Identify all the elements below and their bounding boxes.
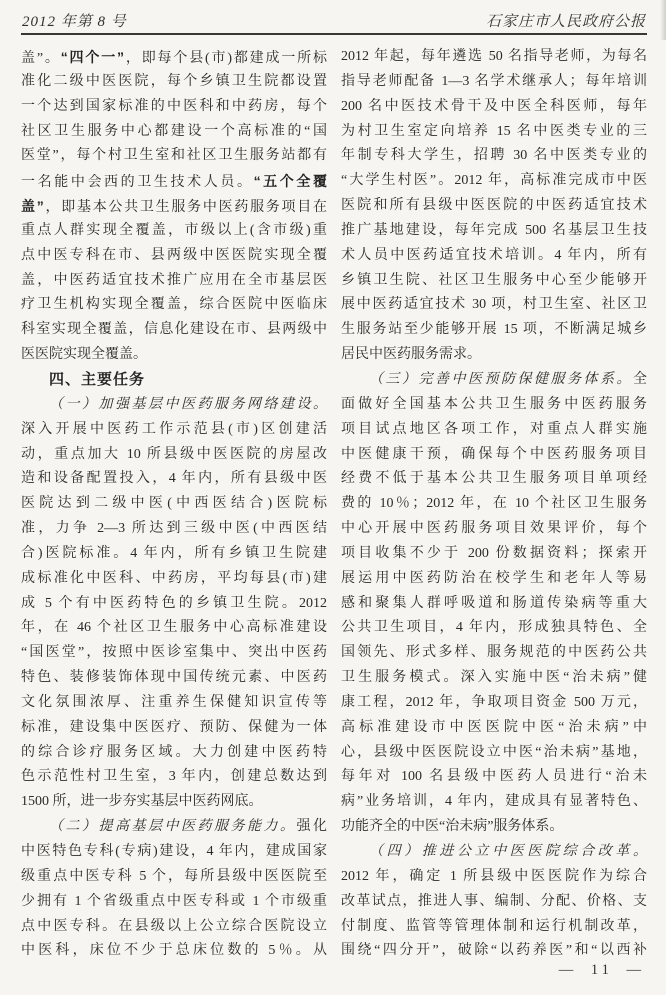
text-segment: 费的 10％；2012 年，在 10 个社区卫生服务: [341, 496, 647, 512]
text-line: [21, 95, 327, 120]
text-line: [21, 616, 327, 641]
text-segment: 展运用中医药防治在校学生和老年人等易: [341, 570, 647, 586]
text-line: [341, 890, 647, 915]
text-segment: 重点人群实现全覆盖，市级以上(含市级)重: [21, 222, 327, 238]
text-line: [341, 716, 647, 741]
subsection-title-segment: （一）加强基层中医药服务网络建设。: [49, 396, 327, 412]
text-line: [341, 120, 647, 145]
text-line: [21, 443, 327, 468]
section-heading: [21, 368, 327, 393]
text-segment: 展中医药适宜技术 30 项，村卫生室、社区卫: [341, 297, 647, 313]
text-line: [21, 890, 327, 915]
text-line: [341, 45, 647, 70]
text-line: [21, 293, 327, 318]
subsection-title-segment: （二）提高基层中医药服务能力。: [49, 819, 297, 835]
text-line: [341, 318, 647, 343]
text-segment: “大学生村医”。2012 年，高标准完成市中医: [341, 173, 647, 189]
right-column: [341, 45, 647, 964]
text-line: [21, 418, 327, 443]
text-segment: 病”业务培训，4 年内，建成具有显著特色、: [341, 794, 647, 810]
text-line: [341, 269, 647, 294]
text-line: [341, 616, 647, 641]
text-segment: 中心开展中医药服务项目效果评价，每个: [341, 521, 647, 537]
text-line: [21, 567, 327, 592]
text-segment: 年制专科大学生，招聘 30 名中医类专业的: [341, 148, 647, 164]
text-segment: 医医院实现全覆盖。: [21, 347, 147, 363]
text-segment: 色示范性村卫生室，3 年内，创建总数达到: [21, 769, 327, 785]
text-segment: 盖，中医药适宜技术推广应用在全市基层医: [21, 272, 327, 288]
text-segment: 付制度、监管等管理体制和运行机制改革，: [341, 918, 647, 934]
text-segment: 项目收集不少于 200 份数据资料；探索开: [341, 545, 647, 561]
text-segment: 为村卫生室定向培养 15 名中医类专业的三: [341, 123, 647, 139]
text-line: [341, 641, 647, 666]
text-segment: 指导老师配备 1—3 名学术继承人；每年培训: [341, 73, 647, 89]
text-segment: 2012 年起，每年遴选 50 名指导老师，为每名: [341, 49, 647, 64]
text-line: [341, 741, 647, 766]
text-line: [341, 765, 647, 790]
text-segment: 心，县级中医医院设立中医“治未病”基地，: [341, 744, 647, 760]
text-segment: 特色、装修装饰体现中国传统元素、中医药: [21, 670, 327, 686]
text-segment: 卫生服务模式。深入实施中医“治未病”健: [341, 670, 647, 686]
text-segment: 文化氛围浓厚、注重养生保健知识宣传等: [21, 694, 327, 710]
subsection-title-segment: （三）完善中医预防保健服务体系。: [369, 371, 633, 387]
text-segment: 中医健康干预，确保每个中医药服务项目: [341, 446, 647, 462]
text-line: [341, 219, 647, 244]
text-segment: 医院达到二级中医(中西医结合)医院标: [21, 496, 327, 512]
text-line: [21, 219, 327, 244]
text-line: [21, 144, 327, 169]
text-segment: 面做好全国基本公共卫生服务中医药服务: [341, 396, 647, 412]
text-segment: 居民中医药服务需求。: [341, 347, 481, 363]
text-line: [341, 467, 647, 492]
text-segment: 少拥有 1 个省级重点中医专科或 1 个市级重: [21, 893, 327, 909]
text-line: [341, 293, 647, 318]
text-segment: 公共卫生项目，4 年内，形成独具特色、全: [341, 620, 647, 636]
text-segment: 全: [633, 371, 647, 387]
text-line: [21, 592, 327, 617]
text-segment: 改革试点，推进人事、编制、分配、价格、支: [341, 893, 647, 909]
text-segment: 感和聚集人群呼吸道和肠道传染病等重大: [341, 595, 647, 611]
text-line: [21, 939, 327, 964]
text-line: [21, 865, 327, 890]
text-segment: 疗卫生机构实现全覆盖，综合医院中医临床: [21, 297, 327, 313]
text-line: [341, 542, 647, 567]
text-segment: 康工程，2012 年，争取项目资金 500 万元，: [341, 694, 647, 710]
text-segment: 推广基地建设，每年完成 500 名基层卫生技: [341, 222, 647, 238]
text-segment: 标准，建设集中医医疗、预防、保健为一体: [21, 719, 327, 735]
text-segment: 围绕“四分开”，破除“以药养医”和“以西补: [341, 943, 647, 959]
text-line: [21, 542, 327, 567]
text-line: [21, 169, 327, 194]
text-segment: 合)医院标准。4 年内，所有乡镇卫生院建: [21, 545, 327, 561]
bold-text-segment: “四个一”: [60, 49, 125, 65]
text-line: [21, 741, 327, 766]
text-segment: 术人员中医药适宜技术培训。4 年内，所有: [341, 247, 647, 263]
text-segment: 一个达到国家标准的中医科和中药房，每个: [21, 98, 327, 114]
text-segment: 点中医专科。在县级以上公立综合医院设立: [21, 918, 327, 934]
subsection-title-segment: （四）推进公立中医医院综合改革。: [369, 844, 647, 859]
text-segment: 动，重点加大 10 所县级中医医院的房屋改: [21, 446, 327, 462]
text-line: [21, 492, 327, 517]
text-line: [21, 269, 327, 294]
text-line: [341, 865, 647, 890]
text-line: [341, 194, 647, 219]
text-line: [341, 666, 647, 691]
text-segment: 造和设备配置投入，4 年内，所有县级中医: [21, 471, 327, 487]
text-line: [341, 915, 647, 940]
text-segment: 一名能中会西的卫生技术人员。: [21, 175, 254, 191]
text-segment: 科室实现全覆盖，信息化建设在市、县两级中: [21, 322, 327, 338]
text-line: [21, 120, 327, 145]
text-segment: 点中医专科在市、县两级中医医院实现全覆: [21, 247, 327, 263]
text-line: [341, 70, 647, 95]
text-line: [21, 691, 327, 716]
text-line: [341, 840, 647, 865]
text-line: [21, 393, 327, 418]
text-line: [341, 815, 647, 840]
text-line: [341, 169, 647, 194]
text-segment: 成 5 个有中医药特色的乡镇卫生院。2012: [21, 595, 327, 611]
text-segment: 1500 所，进一步夯实基层中医药网底。: [21, 794, 263, 810]
publication-title: 石家庄市人民政府公报: [485, 14, 646, 30]
text-segment: 每年对 100 名县级中医药人员进行“治未: [341, 769, 647, 785]
text-line: [21, 666, 327, 691]
text-line: [341, 443, 647, 468]
page-footer: [341, 962, 647, 979]
text-line: [21, 765, 327, 790]
page-header: [22, 10, 646, 31]
scan-edge-artifact: [660, 0, 666, 40]
text-line: [21, 70, 327, 95]
text-segment: 准，力争 2—3 所达到三级中医(中西医结: [21, 521, 327, 537]
text-line: [21, 318, 327, 343]
text-segment: 年，在 46 个社区卫生服务中心高标准建设: [21, 620, 327, 636]
bold-text-segment: “五个全覆: [253, 173, 327, 190]
page-number: — 11 —: [558, 962, 645, 978]
text-segment: 成标准化中医科、中药房，平均每县(市)建: [21, 570, 327, 586]
text-line: [21, 915, 327, 940]
issue-label: 2012 年第 8 号: [22, 14, 127, 30]
text-segment: 乡镇卫生院、社区卫生服务中心至少能够开: [341, 272, 647, 288]
text-segment: 医堂”，每个村卫生室和社区卫生服务站都有: [21, 148, 327, 164]
text-segment: 中医特色专科(专病)建设，4 年内，建成国家: [21, 844, 327, 859]
text-line: [341, 343, 647, 368]
text-line: [21, 641, 327, 666]
header-divider: [21, 33, 647, 35]
text-line: [21, 194, 327, 219]
text-line: [21, 343, 327, 368]
text-line: [21, 467, 327, 492]
text-line: [21, 815, 327, 840]
text-line: [341, 144, 647, 169]
text-line: [21, 45, 327, 70]
text-line: [341, 244, 647, 269]
text-line: [341, 790, 647, 815]
left-column: [21, 45, 327, 964]
text-line: [21, 517, 327, 542]
text-segment: “国医堂”，按照中医诊室集中、突出中医药: [21, 645, 327, 661]
text-segment: ，即基本公共卫生服务中医药服务项目在: [43, 200, 327, 216]
text-segment: 强化: [296, 819, 327, 835]
text-line: [341, 517, 647, 542]
text-segment: 社区卫生服务中心都建设一个高标准的“国: [21, 123, 327, 139]
text-segment: 中医科，床位不少于总床位数的 5％。从: [21, 943, 327, 959]
text-segment: 高标准建设市中医医院中医“治未病”中: [341, 719, 647, 735]
text-line: [341, 95, 647, 120]
text-line: [21, 790, 327, 815]
text-segment: 项目试点地区各项工作，对重点人群实施: [341, 421, 647, 437]
text-segment: 准化二级中医医院，每个乡镇卫生院都设置: [21, 73, 327, 89]
text-line: [341, 691, 647, 716]
text-segment: 盖”。: [21, 51, 61, 66]
text-segment: 国领先、形式多样、服务规范的中医药公共: [341, 645, 647, 661]
text-segment: 经费不低于基本公共卫生服务项目单项经: [341, 471, 647, 487]
text-segment: 200 名中医技术骨干及中医全科医师，每年: [341, 98, 647, 114]
bold-text-segment: 四、主要任务: [49, 370, 146, 388]
text-line: [341, 492, 647, 517]
text-line: [341, 592, 647, 617]
text-line: [21, 244, 327, 269]
text-line: [341, 939, 647, 964]
text-segment: 的综合诊疗服务区域。大力创建中医药特: [21, 744, 327, 760]
text-line: [21, 716, 327, 741]
text-line: [341, 418, 647, 443]
bold-text-segment: 盖”: [21, 198, 44, 215]
text-segment: 深入开展中医药工作示范县(市)区创建活: [21, 421, 327, 437]
text-segment: 医院和所有县级中医医院的中医药适宜技术: [341, 198, 647, 214]
text-segment: 生服务站至少能够开展 15 项，不断满足城乡: [341, 322, 647, 338]
text-line: [341, 567, 647, 592]
text-segment: 功能齐全的中医“治未病”服务体系。: [341, 819, 564, 835]
text-line: [341, 368, 647, 393]
text-segment: ，即每个县(市)都建成一所标: [124, 51, 327, 66]
text-segment: 级重点中医专科 5 个，每所县级中医医院至: [21, 868, 327, 884]
text-line: [341, 393, 647, 418]
text-segment: 2012 年，确定 1 所县级中医医院作为综合: [341, 868, 647, 884]
text-line: [21, 840, 327, 865]
